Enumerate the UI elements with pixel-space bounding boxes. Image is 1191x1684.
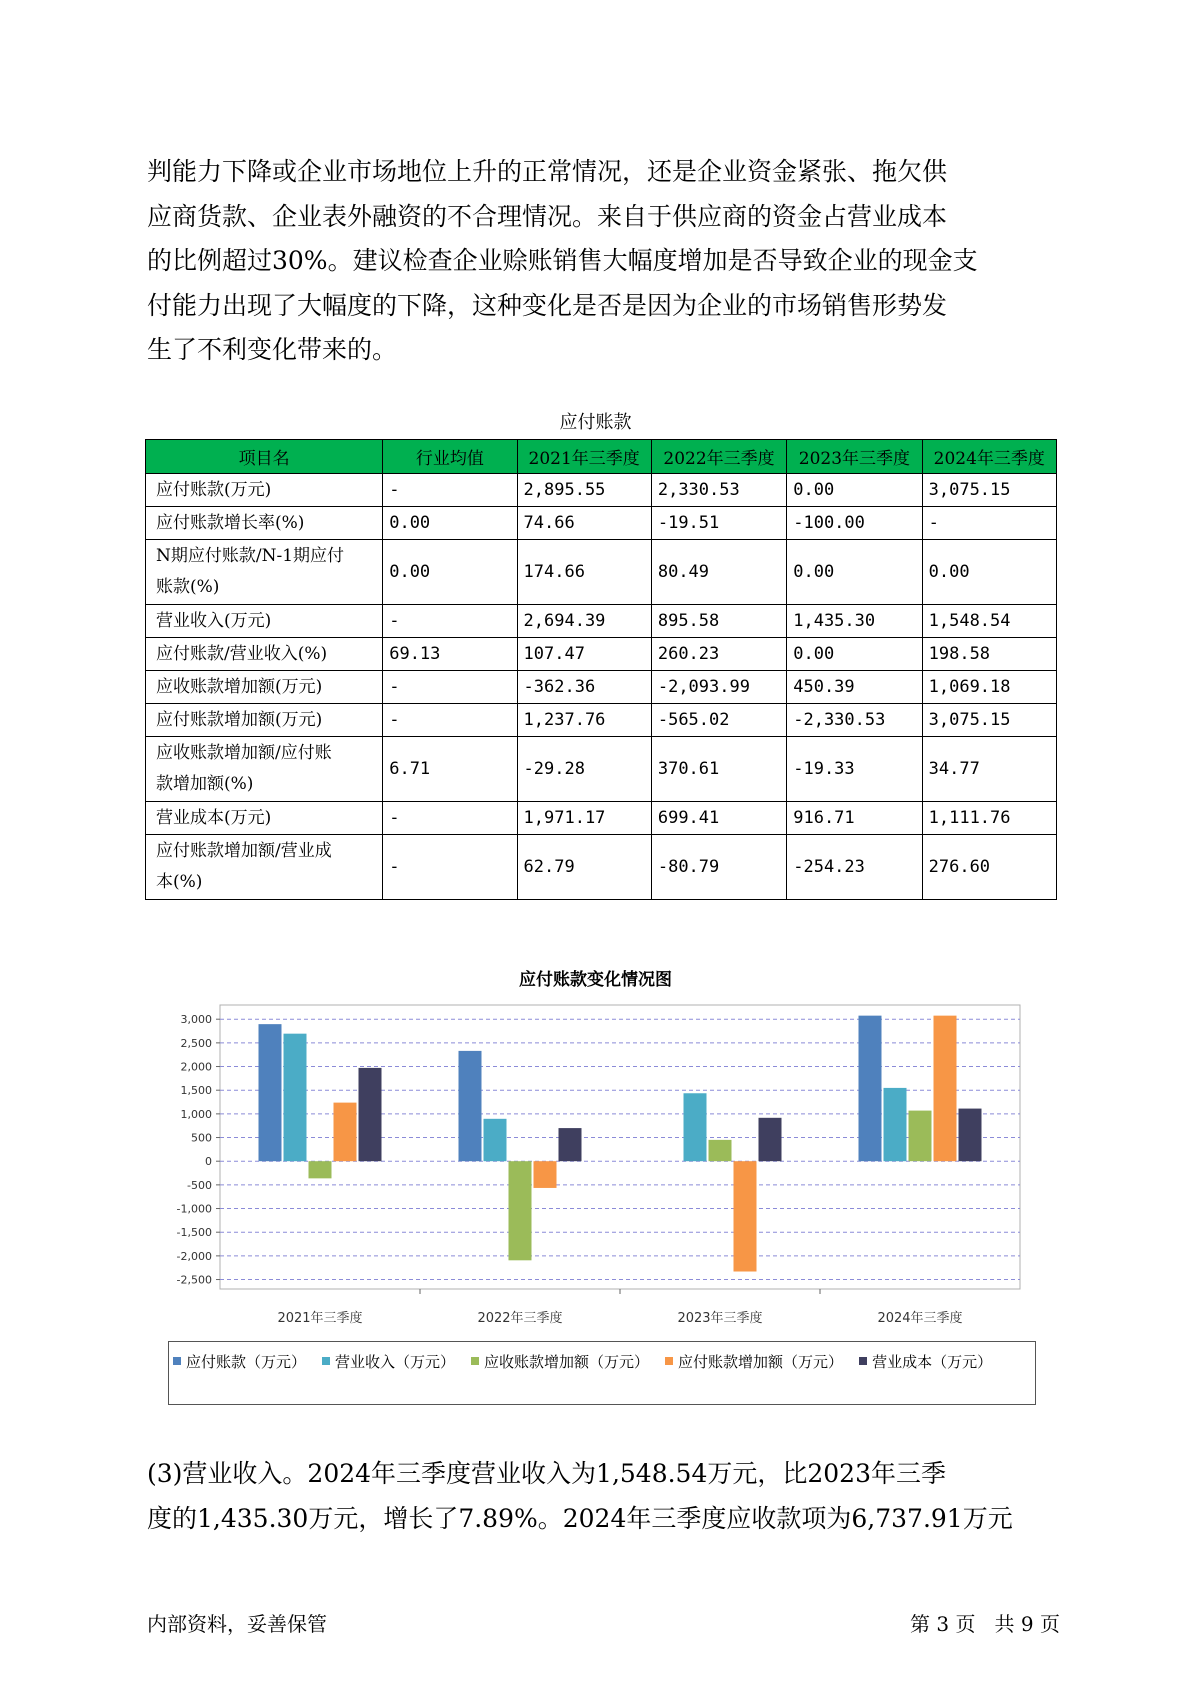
row-label-line: 应付账款增加额/营业成: [156, 841, 332, 861]
legend-swatch: [322, 1357, 330, 1365]
legend-label: 营业成本（万元）: [872, 1353, 993, 1371]
bar: [334, 1103, 357, 1162]
column-header: 行业均值: [383, 440, 517, 474]
bar: [309, 1161, 332, 1178]
table-cell: 3,075.15: [922, 704, 1056, 737]
table-cell: 0.00: [787, 474, 922, 507]
legend-swatch: [665, 1357, 673, 1365]
table-header-row: [146, 440, 1057, 474]
legend-label: 营业收入（万元）: [335, 1353, 456, 1371]
legend-swatch: [859, 1357, 867, 1365]
legend-item: [859, 1348, 992, 1376]
row-label: 营业成本(万元): [146, 802, 383, 835]
table-cell: 0.00: [787, 638, 922, 671]
table-row: [146, 802, 1057, 835]
table-cell: -254.23: [787, 835, 922, 900]
accounts-payable-table: [145, 439, 1057, 900]
y-tick-label: -500: [187, 1178, 212, 1192]
table-cell: 6.71: [383, 737, 517, 802]
table-cell: -80.79: [651, 835, 786, 900]
bar: [284, 1034, 307, 1162]
table-cell: -: [383, 474, 517, 507]
table-cell: 69.13: [383, 638, 517, 671]
table-cell: 74.66: [517, 507, 651, 540]
table-cell: 174.66: [517, 540, 651, 605]
legend-swatch: [471, 1357, 479, 1365]
table-cell: 198.58: [922, 638, 1056, 671]
y-tick-label: -1,000: [176, 1202, 212, 1216]
row-label: [146, 835, 383, 900]
table-cell: 0.00: [383, 507, 517, 540]
bar: [534, 1161, 557, 1188]
legend-label: 应付账款增加额（万元）: [678, 1353, 844, 1371]
y-tick-label: 0: [205, 1155, 212, 1169]
column-header: 2023年三季度: [787, 440, 922, 474]
table-cell: 1,111.76: [922, 802, 1056, 835]
bar-chart: [163, 999, 1023, 1334]
table-row: [146, 835, 1057, 900]
bar: [884, 1088, 907, 1161]
column-header: 项目名: [146, 440, 383, 474]
table-row: [146, 605, 1057, 638]
column-header: 2024年三季度: [922, 440, 1056, 474]
paragraph-line: 的比例超过30%。建议检查企业赊账销售大幅度增加是否导致企业的现金支: [147, 246, 978, 275]
table-cell: -19.33: [787, 737, 922, 802]
bar: [259, 1024, 282, 1161]
y-tick-label: 500: [191, 1131, 212, 1145]
table-cell: 1,435.30: [787, 605, 922, 638]
table-cell: 1,971.17: [517, 802, 651, 835]
table-title: 应付账款: [559, 412, 632, 433]
paragraph-line: 付能力出现了大幅度的下降，这种变化是否是因为企业的市场销售形势发: [147, 290, 948, 320]
table-cell: 0.00: [383, 540, 517, 605]
x-tick-label: 2023年三季度: [677, 1311, 763, 1326]
y-tick-label: -2,000: [176, 1249, 212, 1263]
chart-legend: [168, 1341, 1036, 1405]
row-label: 应付账款/营业收入(%): [146, 638, 383, 671]
bar: [959, 1109, 982, 1162]
paragraph-line: (3)营业收入。2024年三季度营业收入为1,548.54万元，比2023年三季: [147, 1459, 946, 1488]
table-cell: 2,895.55: [517, 474, 651, 507]
legend-swatch: [173, 1357, 181, 1365]
row-label-line: N期应付账款/N-1期应付: [156, 546, 345, 566]
table-cell: -29.28: [517, 737, 651, 802]
table-cell: 1,237.76: [517, 704, 651, 737]
column-header: 2022年三季度: [651, 440, 786, 474]
table-cell: 1,069.18: [922, 671, 1056, 704]
bar: [484, 1119, 507, 1161]
bar: [909, 1111, 932, 1162]
table-row: [146, 507, 1057, 540]
row-label-line: 应收账款增加额/应付账: [156, 743, 332, 763]
bar: [684, 1093, 707, 1161]
bar: [934, 1016, 957, 1162]
table-cell: 2,330.53: [651, 474, 786, 507]
bar: [459, 1051, 482, 1161]
y-tick-label: 1,500: [180, 1084, 212, 1098]
table-cell: 0.00: [787, 540, 922, 605]
footer-page-number: 第 3 页 共 9 页: [910, 1612, 1060, 1636]
table-cell: -: [383, 671, 517, 704]
table-cell: -: [383, 835, 517, 900]
table-cell: -362.36: [517, 671, 651, 704]
table-row: [146, 671, 1057, 704]
bar: [559, 1128, 582, 1161]
table-row: [146, 540, 1057, 605]
legend-label: 应收账款增加额（万元）: [484, 1353, 650, 1371]
row-label: 应付账款增长率(%): [146, 507, 383, 540]
table-cell: 260.23: [651, 638, 786, 671]
table-cell: 895.58: [651, 605, 786, 638]
bar: [509, 1161, 532, 1260]
y-tick-label: -1,500: [176, 1226, 212, 1240]
x-tick-label: 2021年三季度: [277, 1311, 363, 1326]
table-cell: 916.71: [787, 802, 922, 835]
table-cell: 107.47: [517, 638, 651, 671]
chart-title: 应付账款变化情况图: [519, 970, 672, 990]
legend-label: 应付账款（万元）: [186, 1353, 307, 1371]
y-tick-label: 2,500: [180, 1036, 212, 1050]
bar: [734, 1161, 757, 1271]
body-paragraph-2: [147, 1452, 1047, 1541]
row-label: [146, 737, 383, 802]
table-cell: 34.77: [922, 737, 1056, 802]
table-cell: -565.02: [651, 704, 786, 737]
bar: [759, 1118, 782, 1161]
row-label: 应收账款增加额(万元): [146, 671, 383, 704]
row-label: 应付账款(万元): [146, 474, 383, 507]
table-cell: 1,548.54: [922, 605, 1056, 638]
paragraph-line: 度的1,435.30万元，增长了7.89%。2024年三季度应收款项为6,737.91万元: [147, 1503, 1013, 1533]
table-cell: 3,075.15: [922, 474, 1056, 507]
table-cell: 2,694.39: [517, 605, 651, 638]
bar: [709, 1140, 732, 1161]
table-cell: 370.61: [651, 737, 786, 802]
y-tick-label: -2,500: [176, 1273, 212, 1287]
body-paragraph-1: [147, 150, 1047, 373]
paragraph-line: 应商货款、企业表外融资的不合理情况。来自于供应商的资金占营业成本: [147, 201, 948, 231]
table-row: [146, 737, 1057, 802]
table-row: [146, 704, 1057, 737]
row-label-line: 账款(%): [156, 577, 220, 597]
footer-confidential-note: 内部资料，妥善保管: [147, 1612, 327, 1636]
x-tick-label: 2022年三季度: [477, 1311, 563, 1326]
y-tick-label: 1,000: [180, 1107, 212, 1121]
bar: [359, 1068, 382, 1161]
table-cell: 276.60: [922, 835, 1056, 900]
column-header: 2021年三季度: [517, 440, 651, 474]
row-label-line: 本(%): [156, 872, 203, 892]
row-label: 应付账款增加额(万元): [146, 704, 383, 737]
row-label: [146, 540, 383, 605]
table-cell: 80.49: [651, 540, 786, 605]
legend-item: [665, 1348, 843, 1376]
table-cell: -: [922, 507, 1056, 540]
x-tick-label: 2024年三季度: [877, 1311, 963, 1326]
row-label: 营业收入(万元): [146, 605, 383, 638]
table-cell: 62.79: [517, 835, 651, 900]
legend-item: [173, 1348, 306, 1376]
table-cell: -2,330.53: [787, 704, 922, 737]
paragraph-line: 判能力下降或企业市场地位上升的正常情况，还是企业资金紧张、拖欠供: [147, 157, 948, 186]
bar: [859, 1016, 882, 1162]
table-cell: -2,093.99: [651, 671, 786, 704]
row-label-line: 款增加额(%): [156, 774, 254, 794]
table-cell: -: [383, 605, 517, 638]
table-cell: -100.00: [787, 507, 922, 540]
table-row: [146, 474, 1057, 507]
table-cell: -19.51: [651, 507, 786, 540]
table-cell: 699.41: [651, 802, 786, 835]
table-cell: 450.39: [787, 671, 922, 704]
table-cell: -: [383, 704, 517, 737]
table-cell: 0.00: [922, 540, 1056, 605]
table-cell: -: [383, 802, 517, 835]
y-tick-label: 3,000: [180, 1013, 212, 1027]
table-row: [146, 638, 1057, 671]
paragraph-line: 生了不利变化带来的。: [147, 335, 398, 364]
legend-item: [322, 1348, 455, 1376]
y-tick-label: 2,000: [180, 1060, 212, 1074]
legend-item: [471, 1348, 649, 1376]
